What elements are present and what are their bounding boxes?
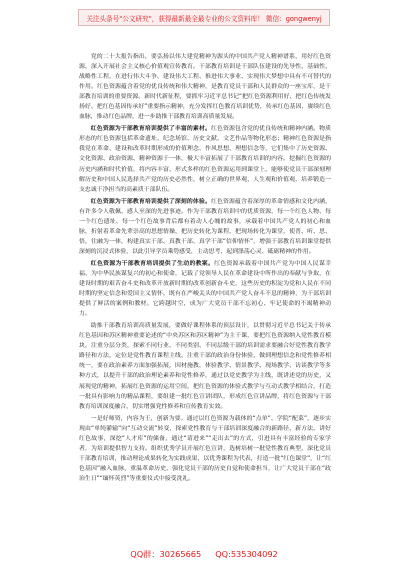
paragraph-4-lead: 红色资源为干部教育培训提供了生动的教案。 (90, 260, 215, 267)
paragraph-5-text: 助推干部教育培训高质量发展，要做好课程体系的顶层设计，以贯彻习近平总书记关于传承红色基因和苏区精神重要论述的“中央苏区和苏区精神”为主干课，要把红色资源纳入党性教育模块，注重分层分类，探索不同行业、不同类别、不同层级干部的培训需求要融合好党性教育教学路径和方法，定位是党性教育课程主线，注重干部的政治身份体验，做到理想信念和党性修养相统一，要在政治素养方面加强拓展，因材施教，体验教学、情景教学、现场教学、访谈教学等多种方式，以提升干部的政治理论素养和党性修养，通过以党史教学为主线，既讲述党的历史，又展现党的精神，拓展红色资源的运用空间，把红色资源的体验式教学与互动式教学相结合，打造一批具有影响力的精品课程，要组建一批红色宣讲团队，形成红色宣讲品牌，将红色资源与干部教育培训深度融合，切实增强党性修养和宣传教育实效。 (79, 323, 331, 410)
promo-banner (78, 9, 330, 26)
paragraph-6-text: 一是好师资，内容为王，创新为要。通过以红色资源为载体的“点单”、学院“配菜”，逐步实现由“单纯灌输”向“互动交流”转变，探索党性教育与干部培训深度融合的新路径、新方法，讲好红色故事，深挖“人才库”的储备，通过“请进来”“走出去”的方式，引进具有丰富经验的专家学者，为培训提供智力支持。组织优秀学员开展红色宣讲，选树培树一批党性教育典型，深化党员干部教育培训，推动理论成果转化为实践成果，以优秀课程为代表，打造一批“红色课堂”，让“红色基因”融入血脉，重温革命历史，强化党员干部的历史自觉和使命担当，让广大党员干部在“政治生日”“缅怀英烈”等重要仪式中接受洗礼。 (79, 415, 331, 482)
paragraph-1-text: 党的二十大报告指出，要弘扬以伟大建党精神为源头的中国共产党人精神谱系，用好红色资源，深入开展社会主义核心价值观宣传教育。干部教育培训是干部队伍建设的先导性、基础性、战略性工程，在进行伟大斗争、建设伟大工程、推进伟大事业、实现伟大梦想中具有不可替代的作用。红色资源蕴含着党的优良传统和伟大精神，是教育党员干部和人民群众的一座宝库，是干部教育培训的重要资源。新时代新征程，要抓牢习近平总书记“把红色资源利用好、把红色传统发扬好、把红色基因传承好”重要指示精神，充分发挥红色教育培训优势，传承红色基因，赓续红色血脉，推动红色品牌，进一步助推干部教育培训高质量发展。 (79, 54, 331, 121)
paragraph-3-lead: 红色资源为干部教育培训提供了深刻的体验。 (90, 198, 211, 205)
contact-footer (0, 549, 408, 560)
qq-contact-text: QQ:535304092 (215, 549, 278, 559)
document-body (79, 52, 331, 484)
paragraph-2-text: 红色资源包含党的优良传统和精神内涵。物质形态的红色资源包括革命遗址、纪念场馆、历史文献、文艺作品等物化形态；精神红色资源是指我党在革命、建设和改革时期形成的价值理念、作风思想、理想信念等，它们集中了历史资源、文化资源、政治资源、精神资源于一体，极大丰富拓展了干部教育培训的内容。挖掘红色资源的历史内涵和时代价值，将内容丰富、形式多样的红色资源运用到课堂上，能够使党员干部深刻理解历史和中国人民选择共产党的历史必然性，树立正确的世界观、人生观和价值观，培养锻造一支忠诚干净担当的高素质干部队伍。 (79, 126, 332, 193)
paragraph-2-lead: 红色资源为干部教育培训提供了丰富的素材。 (90, 126, 211, 133)
paragraph-2 (79, 124, 331, 194)
paragraph-5 (79, 321, 331, 411)
paragraph-6 (79, 414, 331, 484)
paragraph-3-text: 红色资源蕴含着深厚的革命情感和文化内涵，有许多令人敬佩、感人至深的先进事迹。作为干部教育培训中的优质资源，每一个红色人物、每一个红色遗址、每一个红色故事背后都有着动人心魄的故事，承载着中国共产党人的初心和血脉，折射着革命先辈崇高的思想情操，把历史转化为课程，把现场转化为课堂，使普、听、思、悟，往融为一体，构建真实干部、真教干部、真学干部“信仰情怀”，增强干部教育培训课堂提供深刻的沉浸式体验，以此引导学员乘势感受，主动思考，起到涤荡心灵、砥砺精神的作用。 (79, 198, 332, 255)
banner-text: 关注头条号"公文研究"，获得最新最全最专业的公文资料库！ 微信：gongwenyj (86, 14, 322, 23)
paragraph-3 (79, 197, 331, 257)
paragraph-4-text: 红色资源承载着中国共产党为中国人民谋幸福、为中华民族谋复兴的初心和使命，记载了党领导人民在革命建设中所作出的奉献与争取，在建设时期的艰苦奋斗史和改革开放新时期的改革创新奋斗史，这些历史的积淀为党和人民在不同时期的坚定信念和爱国主义情怀，既有在严峻关头的中国共产党人奋斗不息的精神，为干部培训提供了鲜活的案例和教材。它跨越时空，成为广大党员干部不忘初心、牢记使命的不竭精神动力。 (79, 260, 332, 318)
paragraph-1 (79, 52, 331, 122)
paragraph-4 (79, 259, 331, 319)
qq-group-text: QQ群：30265665 (130, 549, 202, 559)
